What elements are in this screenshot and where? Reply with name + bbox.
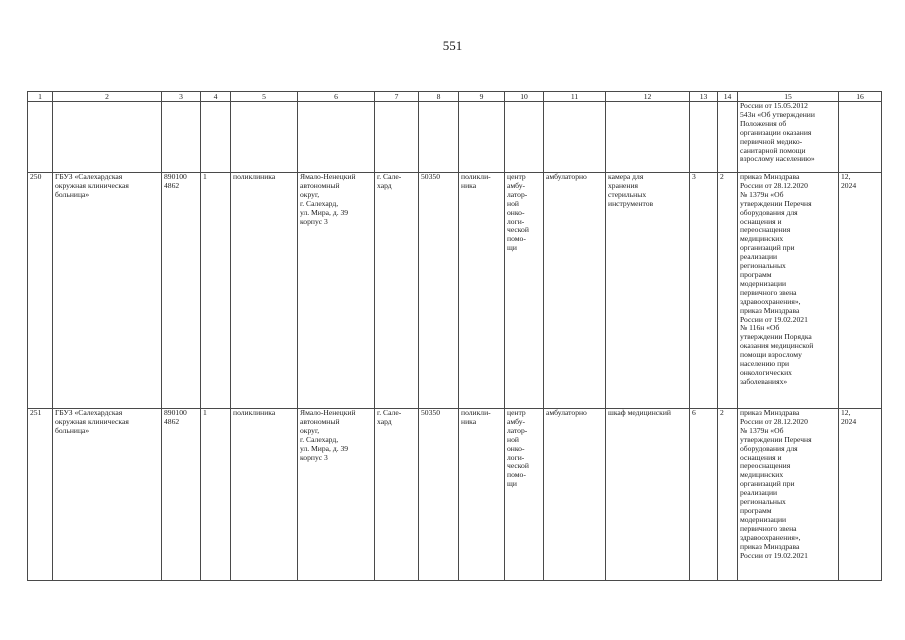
code-cell: 890100 4862 (162, 409, 201, 581)
header-cell: 15 (738, 92, 839, 102)
organization-cell: ГБУЗ «Салехардская окружная клиническая больница» (53, 409, 162, 581)
header-cell: 10 (505, 92, 544, 102)
header-cell: 11 (544, 92, 606, 102)
table-cell (505, 102, 544, 173)
legal-basis-cell: приказ Минздрава России от 28.12.2020 № 1379н «Об утверждении Перечня оборудования для оснащения и переоснащения медицинских организаций при реализации региональных программ модернизации первичного звена здравоохранения», приказ Минздрава России от 19.02.2021 № 116н «Об утверждении Порядка оказания медицинской помощи взрослому населению при онкологических заболеваниях» (738, 173, 839, 409)
header-cell: 8 (419, 92, 459, 102)
table-cell (419, 102, 459, 173)
header-cell: 1 (28, 92, 53, 102)
table-cell: 1 (201, 409, 231, 581)
header-cell: 13 (690, 92, 718, 102)
table-cell (459, 102, 505, 173)
header-cell: 12 (606, 92, 690, 102)
table-cell (231, 102, 298, 173)
row-number-cell: 251 (28, 409, 53, 581)
subdivision-cell: поликлиника (231, 173, 298, 409)
table-cell: поликли- ника (459, 409, 505, 581)
quantity-cell: 6 (690, 409, 718, 581)
header-cell: 7 (375, 92, 419, 102)
table-cell (28, 102, 53, 173)
table-cell (839, 102, 882, 173)
table-row (28, 409, 882, 581)
table-cell (544, 102, 606, 173)
table-cell: поликли- ника (459, 173, 505, 409)
table-cell: амбулаторно (544, 173, 606, 409)
table-cell: центр амбу- латор- ной онко- логи- ческой помо- щи (505, 409, 544, 581)
page-number: 551 (442, 38, 463, 53)
table-cell (201, 102, 231, 173)
address-cell: Ямало-Ненецкий автономный округ, г. Салехард, ул. Мира, д. 39 корпус 3 (298, 409, 375, 581)
legal-basis-cell: приказ Минздрава России от 28.12.2020 № 1379н «Об утверждении Перечня оборудования для оснащения и переоснащения медицинских организаций при реализации региональных программ модернизации первичного звена здравоохранения», приказ Минздрава России от 19.02.2021 (738, 409, 839, 581)
header-cell: 2 (53, 92, 162, 102)
legal-basis-cell: России от 15.05.2012 543н «Об утверждении Положения об организации оказания первичной медико- санитарной помощи взрослому населению» (738, 102, 839, 173)
header-cell: 6 (298, 92, 375, 102)
header-cell: 9 (459, 92, 505, 102)
table-cell: 2 (718, 409, 738, 581)
table-cell: амбулаторно (544, 409, 606, 581)
header-cell: 5 (231, 92, 298, 102)
table-cell (690, 102, 718, 173)
table-cell: центр амбу- латор- ной онко- логи- ческой помо- щи (505, 173, 544, 409)
table-cell: 50350 (419, 409, 459, 581)
table-row (28, 173, 882, 409)
header-cell: 4 (201, 92, 231, 102)
date-cell: 12, 2024 (839, 173, 882, 409)
header-cell: 16 (839, 92, 882, 102)
city-cell: г. Сале- хард (375, 409, 419, 581)
equipment-cell: камера для хранения стерильных инструментов (606, 173, 690, 409)
table-cell (606, 102, 690, 173)
table-cell (53, 102, 162, 173)
table-cell (375, 102, 419, 173)
city-cell: г. Сале- хард (375, 173, 419, 409)
organization-cell: ГБУЗ «Салехардская окружная клиническая больница» (53, 173, 162, 409)
table-cell (718, 102, 738, 173)
quantity-cell: 3 (690, 173, 718, 409)
equipment-cell: шкаф медицинский (606, 409, 690, 581)
address-cell: Ямало-Ненецкий автономный округ, г. Салехард, ул. Мира, д. 39 корпус 3 (298, 173, 375, 409)
registry-table (27, 91, 882, 581)
header-cell: 3 (162, 92, 201, 102)
table-cell: 2 (718, 173, 738, 409)
subdivision-cell: поликлиника (231, 409, 298, 581)
table-cell: 50350 (419, 173, 459, 409)
table-cell: 1 (201, 173, 231, 409)
date-cell: 12, 2024 (839, 409, 882, 581)
table-row (28, 102, 882, 173)
header-row (28, 92, 882, 102)
table-cell (162, 102, 201, 173)
table-cell (298, 102, 375, 173)
header-cell: 14 (718, 92, 738, 102)
code-cell: 890100 4862 (162, 173, 201, 409)
row-number-cell: 250 (28, 173, 53, 409)
